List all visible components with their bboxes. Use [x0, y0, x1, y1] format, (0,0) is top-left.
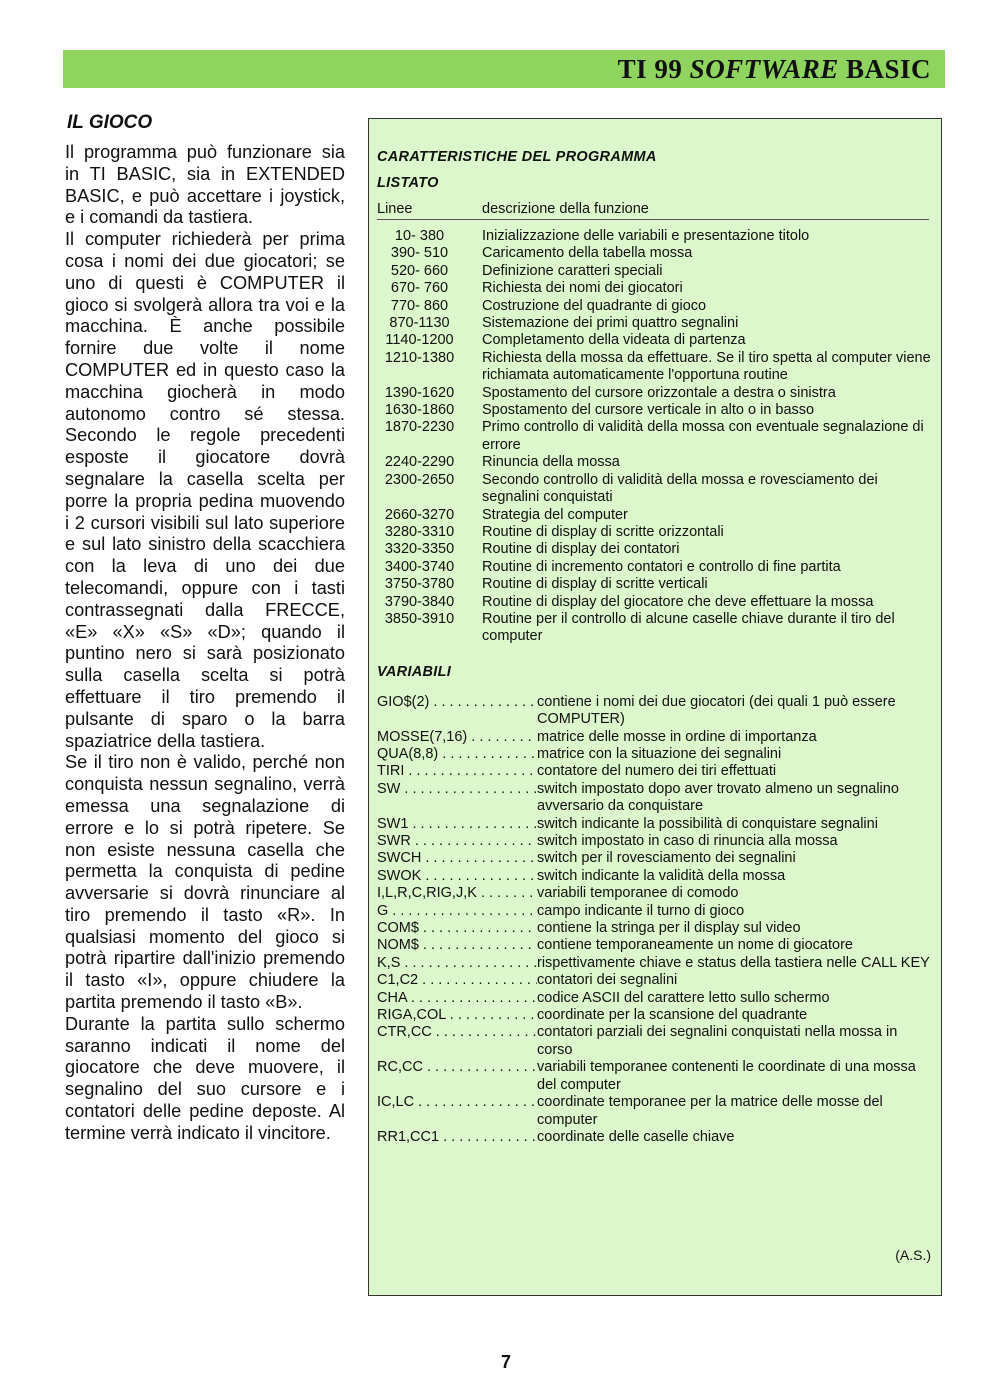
listato-row [377, 472, 931, 507]
header-bar [63, 50, 945, 88]
line-range: 1870-2230 [384, 419, 455, 436]
variable-description: switch impostato in caso di rinuncia alla mossa [537, 833, 838, 849]
variable-description: codice ASCII del carattere letto sullo schermo [537, 989, 830, 1006]
header-title-suffix: BASIC [838, 53, 931, 84]
variable-description: contatori parziali dei segnalini conquistati nella mossa in corso [537, 1024, 898, 1058]
line-description: Sistemazione dei primi quattro segnalini [482, 315, 739, 332]
line-range: 870-1130 [389, 315, 450, 332]
variable-name: CHA . . . [377, 990, 537, 1007]
variable-name: K,S . . . [377, 955, 537, 972]
listato-table [377, 228, 931, 646]
line-description: Routine di display del giocatore che deve effettuare la mossa [482, 593, 874, 610]
variable-description: switch indicante la possibilità di conquistare segnalini [537, 815, 878, 832]
listato-row [377, 559, 931, 576]
variable-name: SWOK . . . [377, 868, 537, 885]
program-features-panel [368, 118, 942, 1296]
line-range: 1630-1860 [384, 402, 455, 419]
panel-title: CARATTERISTICHE DEL PROGRAMMA [377, 149, 657, 165]
listato-row [377, 245, 931, 262]
line-range: 1140-1200 [385, 332, 454, 349]
variable-row [377, 850, 931, 867]
header-title-prefix: TI 99 [617, 53, 690, 84]
variable-description: switch impostato dopo aver trovato almeno un segnalino avversario da conquistare [537, 780, 899, 815]
variable-description: variabili temporanee contenenti le coordinate di una mossa del computer [537, 1059, 916, 1093]
variable-row [377, 1129, 931, 1146]
variable-row [377, 729, 931, 746]
variable-name: QUA(8,8) . . . [377, 746, 537, 763]
line-range: 2240-2290 [384, 454, 455, 471]
listato-column-headers [377, 201, 929, 220]
variable-description: matrice con la situazione dei segnalini [537, 745, 782, 762]
variable-name: IC,LC . . . [377, 1094, 537, 1129]
header-title-italic: SOFTWARE [689, 53, 839, 84]
paragraph: Il programma può funzionare sia in TI BASIC, sia in EXTENDED BASIC, e può accettare i joystick, e i comandi da tastiera. [65, 142, 345, 228]
line-range: 520- 660 [390, 262, 449, 279]
variable-row [377, 746, 931, 763]
variabili-table [377, 694, 931, 1147]
variable-name: I,L,R,C,RIG,J,K . . . [377, 885, 537, 902]
line-description: Spostamento del cursore orizzontale a destra o sinistra [482, 384, 836, 401]
listato-row [377, 298, 931, 315]
variable-name: NOM$ . . . [377, 937, 537, 954]
line-range: 390- 510 [390, 245, 449, 262]
line-range: 2660-3270 [384, 506, 455, 523]
variable-name: G . . . [377, 903, 537, 920]
variable-name: MOSSE(7,16) . . . [377, 729, 537, 746]
header-title [618, 54, 931, 85]
variable-name: CTR,CC . . . [377, 1024, 537, 1059]
listato-row [377, 228, 931, 245]
column-header-linee: Linee [377, 201, 413, 217]
variable-description: rispettivamente chiave e status della tastiera nelle CALL KEY [537, 954, 930, 971]
variable-row [377, 816, 931, 833]
variable-row [377, 781, 931, 816]
variable-description: contatore del numero dei tiri effettuati [537, 763, 777, 780]
variable-name: SW . . . [377, 781, 537, 816]
listato-heading: LISTATO [377, 175, 439, 191]
author-signature: (A.S.) [895, 1247, 931, 1263]
line-description: Costruzione del quadrante di gioco [482, 297, 707, 314]
line-range: 2300-2650 [384, 471, 455, 488]
variable-name: COM$ . . . [377, 920, 537, 937]
line-range: 3790-3840 [384, 593, 455, 610]
variable-description: contatori dei segnalini [537, 972, 678, 989]
line-description: Primo controllo di validità della mossa con eventuale segnalazione di errore [482, 419, 924, 453]
line-range: 3280-3310 [384, 523, 455, 540]
variable-name: TIRI . . . [377, 763, 537, 780]
variable-row [377, 833, 931, 850]
variable-name: C1,C2 . . . [377, 972, 537, 989]
listato-row [377, 315, 931, 332]
variable-row [377, 868, 931, 885]
line-description: Richiesta della mossa da effettuare. Se il tiro spetta al computer viene richiamata automaticamente l'opportuna routine [482, 349, 931, 384]
section-heading: IL GIOCO [67, 112, 153, 133]
variable-row [377, 955, 931, 972]
variable-row [377, 937, 931, 954]
variable-description: matrice delle mosse in ordine di importanza [537, 728, 817, 745]
variable-description: variabili temporanee di comodo [537, 885, 739, 902]
page-number: 7 [500, 1352, 511, 1372]
listato-row [377, 507, 931, 524]
line-description: Inizializzazione delle variabili e presentazione titolo [482, 228, 810, 244]
listato-row [377, 524, 931, 541]
variable-name: GIO$(2) . . . [377, 694, 537, 729]
listato-row [377, 280, 931, 297]
line-description: Spostamento del cursore verticale in alto o in basso [482, 402, 815, 419]
column-header-desc: descrizione della funzione [482, 201, 649, 217]
variable-description: coordinate temporanee per la matrice delle mosse del computer [537, 1094, 883, 1128]
line-description: Routine di display dei contatori [482, 541, 680, 558]
variable-row [377, 990, 931, 1007]
variable-name: SW1 . . . [377, 816, 537, 833]
line-description: Routine per il controllo di alcune caselle chiave durante il tiro del computer [482, 610, 895, 645]
variable-name: RC,CC . . . [377, 1059, 537, 1094]
line-range: 3850-3910 [384, 610, 455, 627]
variable-row [377, 1007, 931, 1024]
line-description: Strategia del computer [482, 506, 628, 523]
line-description: Secondo controllo di validità della mossa e rovesciamento dei segnalini conquistati [482, 471, 878, 506]
variable-row [377, 885, 931, 902]
variabili-heading: VARIABILI [377, 663, 452, 680]
variable-row [377, 972, 931, 989]
listato-row [377, 402, 931, 419]
line-range: 670- 760 [390, 280, 449, 297]
line-range: 1210-1380 [384, 349, 455, 366]
line-range: 10- 380 [394, 228, 445, 244]
listato-row [377, 263, 931, 280]
variable-row [377, 1059, 931, 1094]
line-description: Routine di incremento contatori e controllo di fine partita [482, 558, 841, 575]
paragraph: Se il tiro non è valido, perché non conquista nessun segnalino, verrà emessa una segnalazione di errore e lo si potrà ripetere. Se non esiste nessuna casella che permetta la conquista di pedine avversarie si dovrà rinunciare al tiro premendo il tasto «R». In qualsiasi momento del gioco si potrà ripartire dall'inizio premendo il tasto «I», oppure chiudere la partita premendo il tasto «B». [65, 752, 345, 1013]
listato-row [377, 332, 931, 349]
listato-row [377, 419, 931, 454]
line-description: Routine di display di scritte verticali [482, 576, 708, 593]
panel-content [377, 149, 931, 1146]
article-body [65, 142, 345, 1145]
variable-row [377, 903, 931, 920]
variable-row [377, 1024, 931, 1059]
variable-name: RR1,CC1 . . . [377, 1129, 537, 1146]
paragraph: Durante la partita sullo schermo saranno indicati il nome del giocatore che deve muovere, il segnalino del suo cursore e i contatori delle pedine deposte. Al termine verrà indicato il vincitore. [65, 1013, 345, 1143]
listato-row [377, 350, 931, 385]
variable-name: RIGA,COL . . . [377, 1007, 537, 1024]
left-column [65, 112, 345, 1145]
line-description: Definizione caratteri speciali [482, 262, 663, 279]
variable-description: contiene i nomi dei due giocatori (dei quali 1 può essere COMPUTER) [537, 693, 896, 728]
variable-name: SWR . . . [377, 833, 537, 850]
variable-description: switch per il rovesciamento dei segnalini [537, 850, 796, 867]
line-description: Completamento della videata di partenza [482, 332, 746, 349]
paragraph: Il computer richiederà per prima cosa i nomi dei due giocatori; se uno di questi è COMPUTER il gioco si svolgerà allora tra voi e la macchina. È anche possibile fornire due volte il nome COMPUTER ed in questo caso la macchina giocherà in modo autonomo contro sé stessa. Secondo le regole precedenti esposte il giocatore dovrà segnalare la casella scelta per porre la propria pedina muovendo i 2 cursori visibili sul lato superiore e sul lato sinistro della scacchiera con la leva di uno dei due telecomandi, oppure con i tasti contrassegnati dalla FRECCE, «E» «X» «S» «D»; quando il puntino nero si sarà posizionato sulla casella scelta si potrà effettuare il tiro premendo il pulsante di sparo o la barra spaziatrice della tastiera. [65, 229, 345, 751]
listato-row [377, 594, 931, 611]
variable-description: switch indicante la validità della mossa [537, 867, 786, 884]
line-description: Routine di display di scritte orizzontali [482, 523, 724, 540]
variable-row [377, 763, 931, 780]
line-description: Richiesta dei nomi dei giocatori [482, 280, 683, 297]
line-range: 3320-3350 [384, 541, 455, 558]
listato-row [377, 454, 931, 471]
variable-row [377, 1094, 931, 1129]
variable-row [377, 694, 931, 729]
listato-row [377, 541, 931, 558]
line-range: 770- 860 [390, 297, 449, 314]
variable-description: contiene temporaneamente un nome di giocatore [537, 937, 853, 954]
line-range: 3750-3780 [384, 576, 455, 593]
variable-description: contiene la stringa per il display sul video [537, 920, 801, 937]
line-range: 1390-1620 [384, 384, 455, 401]
line-description: Rinuncia della mossa [482, 454, 620, 471]
variable-name: SWCH . . . [377, 850, 537, 867]
listato-row [377, 611, 931, 646]
listato-row [377, 385, 931, 402]
variable-description: coordinate delle caselle chiave [537, 1128, 735, 1145]
variable-row [377, 920, 931, 937]
line-range: 3400-3740 [384, 558, 455, 575]
variable-description: campo indicante il turno di gioco [537, 902, 745, 919]
variable-description: coordinate per la scansione del quadrante [537, 1007, 808, 1024]
line-description: Caricamento della tabella mossa [482, 245, 693, 262]
listato-row [377, 576, 931, 593]
